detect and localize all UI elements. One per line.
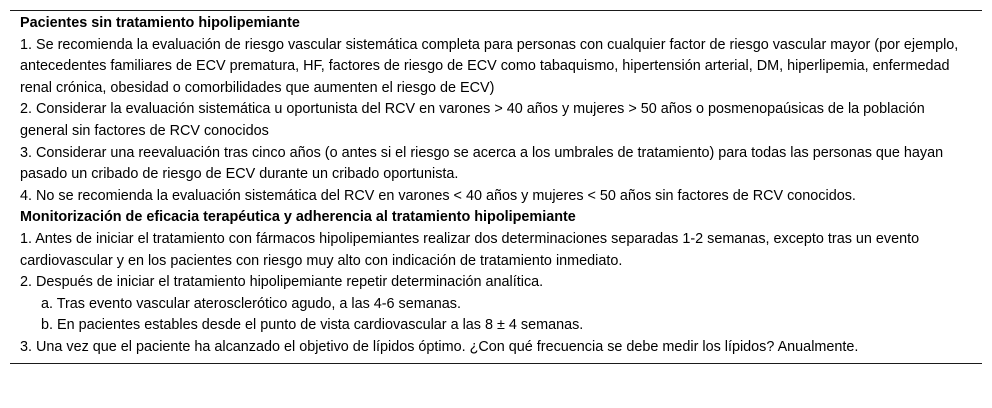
section-heading-monitorizacion: Monitorización de eficacia terapéutica y adherencia al tratamiento hipolipemiante: [20, 209, 576, 226]
list-item: 3. Considerar una reevaluación tras cinco años (o antes si el riesgo se acerca a los umbrales de tratamiento) para todas las personas que hayan pasado un cribado de riesgo de ECV durante un cribado oportunista.: [20, 144, 944, 183]
sub-list-item: a. Tras evento vascular aterosclerótico agudo, a las 4-6 semanas.: [41, 295, 461, 312]
recommendations-table: [10, 10, 982, 364]
list-item: 3. Una vez que el paciente ha alcanzado el objetivo de lípidos óptimo. ¿Con qué frecuencia se debe medir los lípidos? Anualmente.: [20, 338, 859, 355]
list-item: 2. Después de iniciar el tratamiento hipolipemiante repetir determinación analítica.: [20, 274, 544, 291]
section-heading-sin-tratamiento: Pacientes sin tratamiento hipolipemiante: [20, 15, 300, 31]
list-item: 2. Considerar la evaluación sistemática u oportunista del RCV en varones > 40 años y mujeres > 50 años o posmenopaúsicas de la población general sin factores de RCV conocidos: [20, 101, 925, 139]
list-item: 4. No se recomienda la evaluación sistemática del RCV en varones < 40 años y mujeres < 50 años sin factores de RCV conocidos.: [20, 187, 856, 204]
list-item: 1. Antes de iniciar el tratamiento con fármacos hipolipemiantes realizar dos determinaciones separadas 1-2 semanas, excepto tras un evento cardiovascular y en los pacientes con riesgo muy alto con indicación de tratamiento inmediato.: [20, 230, 920, 269]
list-item: 1. Se recomienda la evaluación de riesgo vascular sistemática completa para personas con cualquier factor de riesgo vascular mayor (por ejemplo, antecedentes familiares de ECV prematura, HF, factores de riesgo de ECV como tabaquismo, hipertensión arterial, DM, hiperlipemia, enfermedad renal crónica, obesidad o comorbilidades que aumenten el riesgo de ECV): [20, 36, 959, 96]
sub-list-item: b. En pacientes estables desde el punto de vista cardiovascular a las 8 ± 4 semanas.: [41, 317, 584, 334]
